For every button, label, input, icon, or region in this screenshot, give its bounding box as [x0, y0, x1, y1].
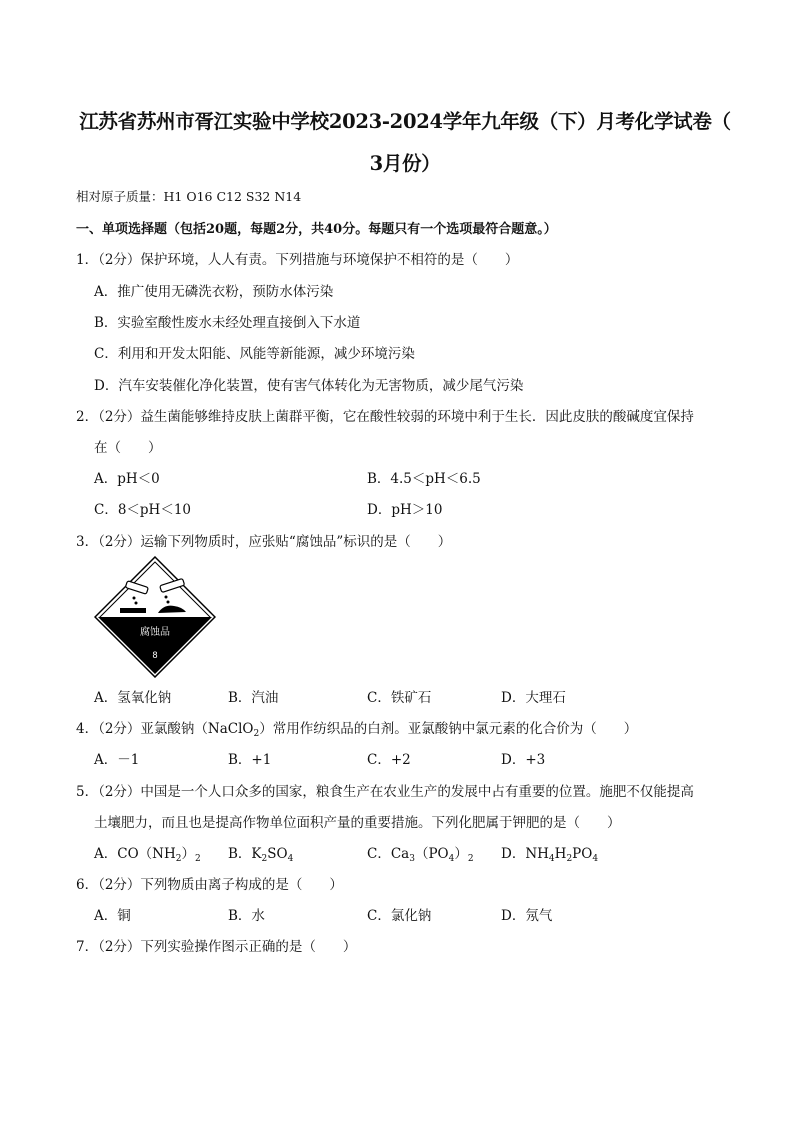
question-5-stem-line1: 5．（2分）中国是一个人口众多的国家，粮食生产在农业生产的发展中占有重要的位置。施肥不仅能提高	[76, 784, 694, 800]
atomic-masses: 相对原子质量：H1 O16 C12 S32 N14	[76, 189, 302, 204]
q5-option-c: C．$Ca_3(PO_4)_2$	[367, 846, 474, 864]
sign-class-number: 8	[152, 650, 158, 660]
exam-title-line1: 江苏省苏州市胥江实验中学校2023-2024学年九年级（下）月考化学试卷（	[79, 110, 731, 133]
question-6-stem: 6．（2分）下列物质由离子构成的是（ ）	[76, 877, 343, 893]
exam-title-line2: 3月份）	[369, 152, 441, 175]
section-heading: 一、单项选择题（包括20题，每题2分，共40分。每题只有一个选项最符合题意。）	[76, 222, 557, 237]
question-1-stem: 1．（2分）保护环境，人人有责。下列措施与环境保护不相符的是（ ）	[76, 252, 519, 268]
q4-option-b: B．+1	[228, 752, 272, 768]
q3-option-a: A．氢氧化钠	[94, 690, 172, 706]
q3-option-d: D．大理石	[501, 690, 566, 706]
q1-option-a: A．推广使用无磷洗衣粉，预防水体污染	[94, 284, 334, 300]
q6-option-d: D．氖气	[501, 908, 553, 924]
q1-option-b: B．实验室酸性废水未经处理直接倒入下水道	[94, 315, 361, 331]
question-7-stem: 7．（2分）下列实验操作图示正确的是（ ）	[76, 939, 357, 955]
q3-option-c: C．铁矿石	[367, 690, 432, 706]
q3-option-b: B．汽油	[228, 690, 279, 706]
question-2-stem-line1: 2．（2分）益生菌能够维持皮肤上菌群平衡，它在酸性较弱的环境中利于生长．因此皮肤的酸碱度宜保持	[76, 409, 694, 425]
question-2-stem-line2: 在（ ）	[94, 440, 162, 456]
q1-option-c: C．利用和开发太阳能、风能等新能源，减少环境污染	[94, 346, 415, 362]
corrosive-hazard-sign	[94, 556, 216, 678]
q6-option-a: A．铜	[94, 908, 131, 924]
q2-option-a: A．pH＜0	[94, 471, 160, 487]
sign-label: 腐蚀品	[140, 627, 170, 638]
q4-option-d: D．+3	[501, 752, 546, 768]
q6-option-c: C．氯化钠	[367, 908, 432, 924]
q2-option-d: D．pH＞10	[367, 502, 443, 518]
question-4-stem: 4．（2分）亚氯酸钠（NaClO$_2$）常用作纺织品的白剂。亚氯酸钠中氯元素的化合价为（ ）	[76, 721, 638, 739]
q4-option-c: C．+2	[367, 752, 411, 768]
question-3-stem: 3．（2分）运输下列物质时，应张贴“腐蚀品”标识的是（ ）	[76, 534, 452, 550]
q4-option-a: A．－1	[94, 752, 140, 768]
question-5-stem-line2: 土壤肥力，而且也是提高作物单位面积产量的重要措施。下列化肥属于钾肥的是（ ）	[94, 815, 621, 831]
q2-option-b: B．4.5＜pH＜6.5	[367, 471, 481, 487]
q5-option-a: A．$CO(NH_2)_2$	[94, 846, 201, 864]
q1-option-d: D．汽车安装催化净化装置，使有害气体转化为无害物质，减少尾气污染	[94, 378, 524, 394]
q5-option-d: D．$NH_4H_2PO_4$	[501, 846, 599, 864]
q2-option-c: C．8＜pH＜10	[94, 502, 192, 518]
q6-option-b: B．水	[228, 908, 265, 924]
q5-option-b: B．$K_2SO_4$	[228, 846, 294, 864]
